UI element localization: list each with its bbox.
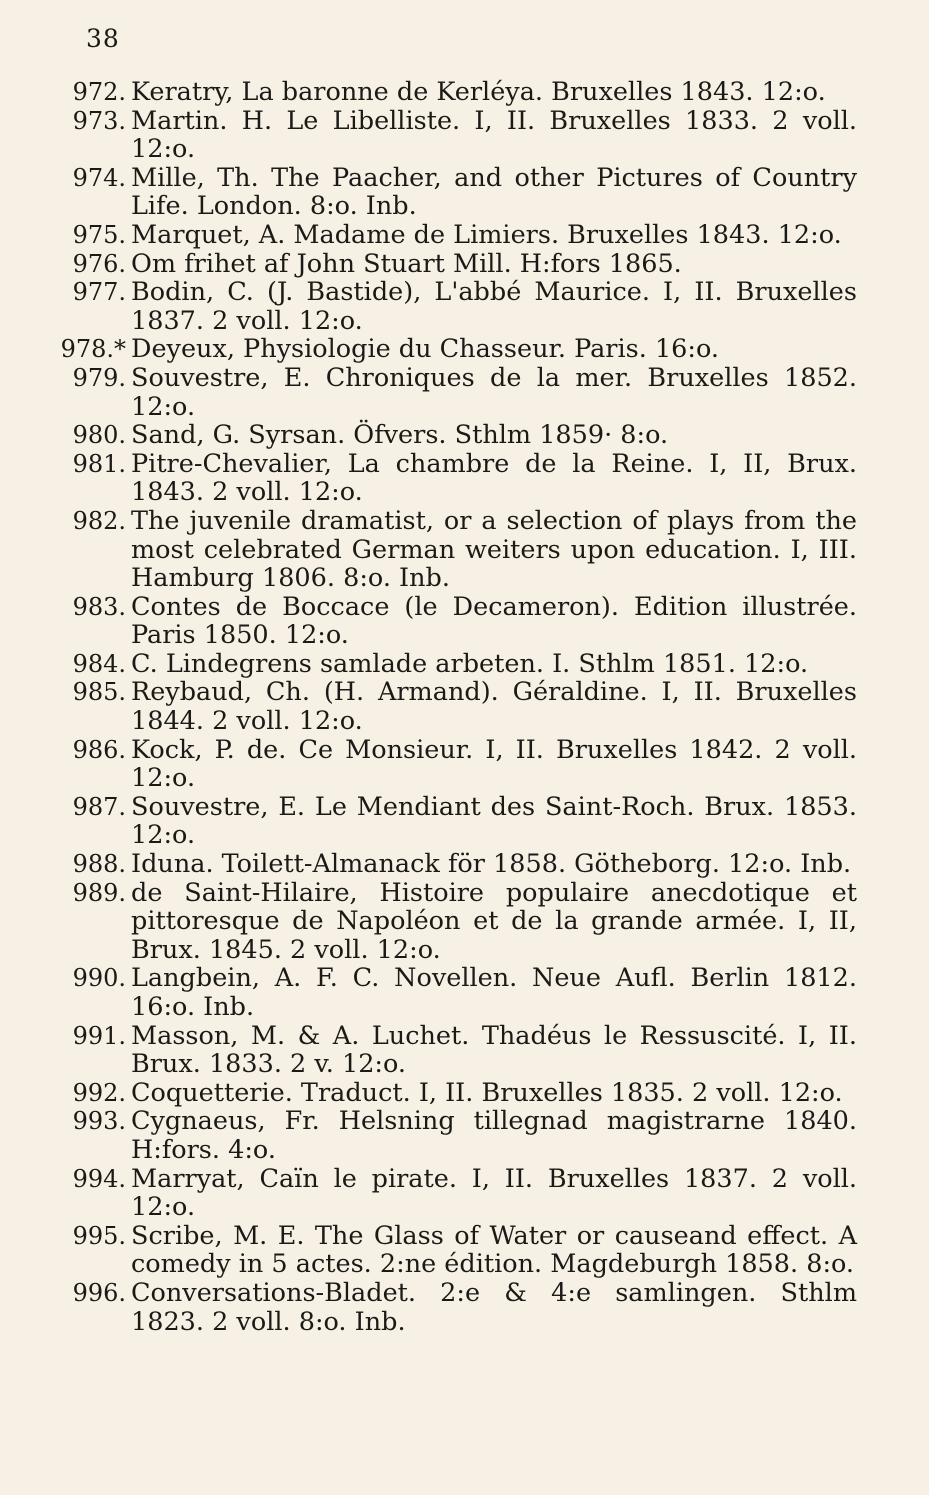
entry-number: 995. — [72, 1221, 126, 1250]
entry-text: The juvenile dramatist, or a selection of plays from the most celebrated German weiters upon education. I, III. Hamburg 1806. 8:o. Inb. — [131, 505, 857, 594]
entry-text: Mille, Th. The Paacher, and other Pictures of Country Life. London. 8:o. Inb. — [131, 162, 857, 222]
entry-number: 977. — [72, 278, 126, 307]
entry-number: 978.* — [60, 335, 126, 364]
entry-number: 994. — [72, 1164, 126, 1193]
entry-text: de Saint-Hilaire, Histoire populaire anecdotique et pittoresque de Napoléon et de la grande armée. I, II, Brux. 1845. 2 voll. 12:o. — [131, 877, 857, 965]
entry-number: 973. — [72, 106, 126, 135]
catalog-entry — [0, 650, 929, 679]
entry-text: Keratry, La baronne de Kerléya. Bruxelles 1843. 12:o. — [131, 77, 826, 107]
entry-number: 990. — [72, 964, 126, 993]
catalog-entry — [0, 1022, 929, 1079]
entry-number: 987. — [72, 792, 126, 821]
catalog-entry — [0, 335, 929, 364]
entry-number: 992. — [72, 1078, 126, 1107]
entry-text: Pitre-Chevalier, La chambre de la Reine. I, II, Brux. 1843. 2 voll. 12:o. — [131, 448, 857, 508]
entry-text: Coquetterie. Traduct. I, II. Bruxelles 1835. 2 voll. 12:o. — [131, 1077, 843, 1108]
catalog-entry — [0, 164, 929, 221]
catalog-entry — [0, 1079, 929, 1108]
entry-text: Souvestre, E. Chroniques de la mer. Bruxelles 1852. 12:o. — [131, 362, 857, 422]
entry-text: Iduna. Toilett-Almanack för 1858. Götheborg. 12:o. Inb. — [131, 849, 852, 880]
catalog-entry — [0, 1165, 929, 1222]
catalog-entry — [0, 736, 929, 793]
entry-number: 972. — [72, 78, 126, 106]
catalog-entry — [0, 250, 929, 279]
catalog-entry — [0, 1107, 929, 1164]
entry-text: Contes de Boccace (le Decameron). Edition illustrée. Paris 1850. 12:o. — [131, 591, 857, 651]
entry-number: 993. — [72, 1107, 126, 1136]
entry-number: 982. — [72, 506, 126, 535]
entry-number: 984. — [72, 649, 126, 678]
catalog-entry — [0, 1222, 929, 1279]
entry-text: Cygnaeus, Fr. Helsning tillegnad magistrarne 1840. H:fors. 4:o. — [131, 1106, 857, 1165]
entry-number: 975. — [72, 220, 126, 249]
entry-text: Reybaud, Ch. (H. Armand). Géraldine. I, II. Bruxelles 1844. 2 voll. 12:o. — [131, 677, 857, 737]
entry-number: 974. — [72, 163, 126, 192]
entry-number: 988. — [72, 850, 126, 879]
catalog-entry — [0, 850, 929, 879]
entry-text: C. Lindegrens samlade arbeten. I. Sthlm 1851. 12:o. — [131, 648, 809, 679]
entry-text: Deyeux, Physiologie du Chasseur. Paris. 16:o. — [131, 334, 719, 365]
entry-number: 996. — [72, 1278, 126, 1307]
entry-list — [0, 78, 929, 1336]
catalog-entry — [0, 78, 929, 107]
catalog-entry — [0, 964, 929, 1021]
catalog-entry — [0, 450, 929, 507]
entry-text: Om frihet af John Stuart Mill. H:fors 1865. — [131, 248, 682, 279]
catalog-entry — [0, 107, 929, 164]
entry-number: 979. — [72, 363, 126, 392]
catalog-entry — [0, 278, 929, 335]
entry-number: 981. — [72, 449, 126, 478]
entry-number: 991. — [72, 1021, 126, 1050]
page-number: 38 — [86, 24, 120, 53]
entry-number: 980. — [72, 421, 126, 450]
entry-text: Martin. H. Le Libelliste. I, II. Bruxelles 1833. 2 voll. 12:o. — [131, 105, 857, 165]
catalog-entry — [0, 507, 929, 593]
catalog-entry — [0, 221, 929, 250]
entry-text: Bodin, C. (J. Bastide), L'abbé Maurice. I, II. Bruxelles 1837. 2 voll. 12:o. — [131, 277, 857, 336]
catalog-entry — [0, 678, 929, 735]
catalog-entry — [0, 793, 929, 850]
entry-text: Masson, M. & A. Luchet. Thadéus le Ressuscité. I, II. Brux. 1833. 2 v. 12:o. — [131, 1020, 857, 1080]
entry-number: 983. — [72, 592, 126, 621]
catalog-entry — [0, 593, 929, 650]
entry-number: 985. — [72, 678, 126, 707]
catalog-entry — [0, 421, 929, 450]
entry-text: Langbein, A. F. C. Novellen. Neue Aufl. Berlin 1812. 16:o. Inb. — [131, 963, 857, 1022]
catalog-entry — [0, 1279, 929, 1336]
entry-number: 989. — [72, 878, 126, 907]
entry-text: Scribe, M. E. The Glass of Water or causeand effect. A comedy in 5 actes. 2:ne édition. Magdeburgh 1858. 8:o. — [131, 1220, 857, 1280]
entry-number: 976. — [72, 249, 126, 278]
entry-number: 986. — [72, 735, 126, 764]
entry-text: Sand, G. Syrsan. Öfvers. Sthlm 1859· 8:o. — [131, 420, 669, 451]
entry-text: Marquet, A. Madame de Limiers. Bruxelles 1843. 12:o. — [131, 219, 842, 250]
catalog-entry — [0, 364, 929, 421]
entry-text: Kock, P. de. Ce Monsieur. I, II. Bruxelles 1842. 2 voll. 12:o. — [131, 734, 857, 794]
catalog-entry — [0, 879, 929, 965]
entry-text: Conversations-Bladet. 2:e & 4:e samlingen. Sthlm 1823. 2 voll. 8:o. Inb. — [131, 1277, 857, 1337]
entry-text: Marryat, Caïn le pirate. I, II. Bruxelles 1837. 2 voll. 12:o. — [131, 1163, 857, 1223]
entry-text: Souvestre, E. Le Mendiant des Saint-Roch. Brux. 1853. 12:o. — [131, 791, 857, 851]
